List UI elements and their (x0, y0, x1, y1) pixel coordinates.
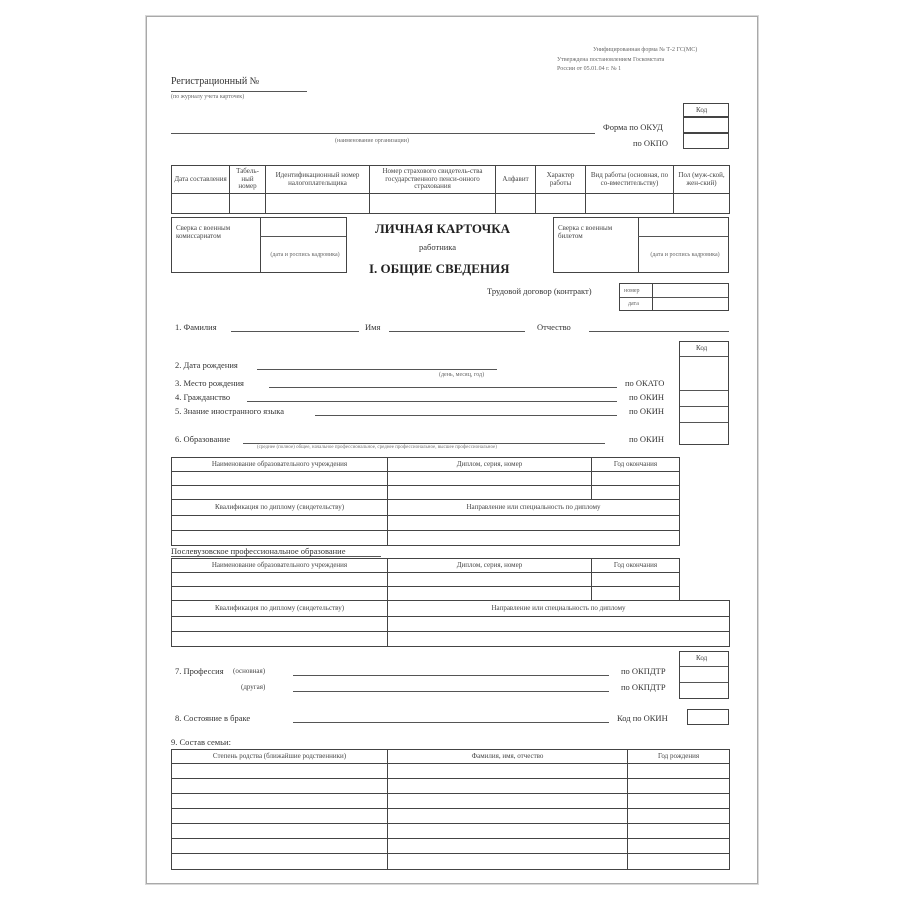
family-cell[interactable] (388, 764, 628, 779)
patronymic-input[interactable] (589, 331, 729, 332)
education-sub: (среднее (полное) общее, начальное профессиональное, среднее профессиональное, высшее профессиональное) (257, 445, 497, 450)
form-note-line-1: Унифицированная форма № Т-2 ГС(МС) (593, 47, 698, 53)
family-cell[interactable] (172, 824, 388, 839)
post-edu-cell[interactable] (388, 587, 592, 601)
family-cell[interactable] (388, 794, 628, 809)
edu-header-qualification: Квалификация по диплому (свидетельству) (172, 500, 388, 516)
marital-code-label: Код по ОКИН (617, 713, 668, 723)
family-cell[interactable] (628, 854, 730, 870)
top-table-header-tabel: Табель-ный номер (230, 166, 266, 194)
okud-label: Форма по ОКУД (603, 122, 663, 132)
family-cell[interactable] (388, 854, 628, 870)
family-cell[interactable] (172, 809, 388, 824)
surname-input[interactable] (231, 331, 359, 332)
patronymic-label: Отчество (537, 322, 571, 332)
profession-label: 7. Профессия (175, 666, 224, 676)
marital-code-box[interactable] (687, 709, 729, 725)
codes-line-2 (680, 390, 728, 391)
edu-cell[interactable] (172, 516, 388, 531)
education-code-label: по ОКИН (629, 434, 665, 444)
family-cell[interactable] (388, 779, 628, 794)
edu-cell[interactable] (172, 531, 388, 546)
family-cell[interactable] (388, 824, 628, 839)
family-cell[interactable] (628, 764, 730, 779)
family-cell[interactable] (388, 839, 628, 854)
sverka-military-commissariat-box (171, 217, 347, 273)
section-title-general: I. ОБЩИЕ СВЕДЕНИЯ (369, 261, 510, 276)
surname-label: 1. Фамилия (175, 322, 217, 332)
post-edu-cell[interactable] (172, 632, 388, 647)
top-table-header-alphabet: Алфавит (496, 166, 536, 194)
edu-cell[interactable] (592, 472, 680, 486)
family-cell[interactable] (172, 764, 388, 779)
codes-line-1 (680, 356, 728, 357)
birth-date-sub: (день, месяц, год) (439, 372, 485, 378)
family-cell[interactable] (628, 794, 730, 809)
okpdtr-other-label: по ОКПДТР (621, 682, 666, 692)
family-header-name: Фамилия, имя, отчество (388, 750, 628, 764)
profession-main-label: (основная) (233, 667, 266, 675)
family-cell[interactable] (628, 824, 730, 839)
education-input[interactable] (243, 443, 605, 444)
profession-codes-line-2 (680, 682, 728, 683)
sverka-left-sub: (дата и роспись кадровика) (270, 252, 340, 258)
family-cell[interactable] (628, 839, 730, 854)
codes-line-3 (680, 406, 728, 407)
profession-codes-box (679, 651, 729, 699)
form-page (146, 16, 758, 884)
registration-number-sub: (по журналу учета карточек) (171, 94, 245, 100)
post-edu-label: Послевузовское профессиональное образование (171, 546, 346, 556)
general-codes-kod: Код (696, 344, 708, 352)
post-edu-header-institution: Наименование образовательного учреждения (172, 559, 388, 573)
post-edu-spacer (680, 559, 730, 601)
top-table-header-sex: Пол (муж-ской, жен-ский) (674, 166, 730, 194)
post-edu-underline (171, 556, 381, 557)
form-note-line-2: Утверждена постановлением Госкомстата (557, 57, 665, 63)
profession-codes-kod: Код (696, 654, 708, 662)
profession-main-input[interactable] (293, 675, 609, 676)
edu-header-institution: Наименование образовательного учреждения (172, 458, 388, 472)
family-table (171, 749, 730, 870)
profession-codes-line-1 (680, 666, 728, 667)
top-table-header-work-type: Вид работы (основная, по со-вместительству) (586, 166, 674, 194)
edu-cell[interactable] (172, 486, 388, 500)
first-name-label: Имя (365, 322, 381, 332)
post-edu-header-year: Год окончания (592, 559, 680, 573)
edu-header-diploma: Диплом, серия, номер (388, 458, 592, 472)
post-edu-cell[interactable] (592, 587, 680, 601)
sverka-left-label: Сверка с военным комиссариатом (176, 224, 231, 241)
contract-box (619, 283, 729, 311)
post-edu-cell[interactable] (388, 573, 592, 587)
post-edu-cell[interactable] (388, 617, 730, 632)
okpo-code-box[interactable] (683, 133, 729, 149)
profession-other-label: (другая) (241, 683, 266, 691)
okpdtr-main-label: по ОКПДТР (621, 666, 666, 676)
top-table-header-work-nature: Характер работы (536, 166, 586, 194)
birth-place-label: 3. Место рождения (175, 378, 244, 388)
post-education-table (171, 558, 730, 647)
top-table-header-snils: Номер страхового свидетель-ства государственного пенси-онного страхования (370, 166, 496, 194)
citizenship-code-label: по ОКИН (629, 392, 665, 402)
marital-status-input[interactable] (293, 722, 609, 723)
post-edu-cell[interactable] (172, 587, 388, 601)
general-codes-box (679, 341, 729, 445)
post-edu-cell[interactable] (172, 573, 388, 587)
top-table-header-inn: Идентификационный номер налогоплательщика (266, 166, 370, 194)
post-edu-cell[interactable] (388, 632, 730, 647)
citizenship-label: 4. Гражданство (175, 392, 231, 402)
okato-label: по ОКАТО (625, 378, 665, 388)
organization-sub: (наименование организации) (335, 138, 409, 144)
post-edu-cell[interactable] (172, 617, 388, 632)
registration-number-line (171, 91, 307, 92)
family-header-relation: Степень родства (ближайшие родственники) (172, 750, 388, 764)
edu-cell[interactable] (388, 531, 680, 546)
family-cell[interactable] (172, 839, 388, 854)
top-table-cell[interactable] (674, 194, 730, 214)
sverka-right-row-line (638, 236, 728, 237)
top-table-cell[interactable] (370, 194, 496, 214)
family-cell[interactable] (628, 809, 730, 824)
card-title: ЛИЧНАЯ КАРТОЧКА (375, 221, 511, 236)
contract-date-label: дата (628, 301, 639, 307)
education-label: 6. Образование (175, 434, 231, 444)
contract-number-label: номер (624, 288, 640, 294)
edu-header-specialty: Направление или специальность по диплому (388, 500, 680, 516)
edu-cell[interactable] (172, 472, 388, 486)
registration-number-label: Регистрационный № (171, 76, 260, 87)
sverka-left-divider (260, 218, 261, 272)
kod-header-box (683, 103, 729, 117)
sverka-right-divider (638, 218, 639, 272)
birth-date-input[interactable] (257, 369, 497, 370)
edu-cell[interactable] (388, 486, 592, 500)
okud-code-box[interactable] (683, 117, 729, 133)
education-table (171, 457, 680, 546)
family-cell[interactable] (172, 794, 388, 809)
top-table-cell[interactable] (266, 194, 370, 214)
first-name-input[interactable] (389, 331, 525, 332)
contract-box-row-line (620, 297, 728, 298)
foreign-language-input[interactable] (315, 415, 617, 416)
card-subtitle: работника (419, 242, 457, 252)
citizenship-input[interactable] (247, 401, 617, 402)
family-cell[interactable] (388, 809, 628, 824)
top-table-cell[interactable] (230, 194, 266, 214)
top-table-cell[interactable] (586, 194, 674, 214)
sverka-right-label: Сверка с военным билетом (558, 224, 613, 241)
family-cell[interactable] (172, 854, 388, 870)
sverka-right-sub: (дата и роспись кадровика) (650, 252, 720, 258)
sverka-left-row-line (260, 236, 346, 237)
top-table-cell[interactable] (496, 194, 536, 214)
top-table-cell[interactable] (172, 194, 230, 214)
foreign-language-label: 5. Знание иностранного языка (175, 406, 284, 416)
post-edu-header-diploma: Диплом, серия, номер (388, 559, 592, 573)
birth-date-label: 2. Дата рождения (175, 360, 238, 370)
organization-line[interactable] (171, 133, 595, 134)
top-table-cell[interactable] (536, 194, 586, 214)
contract-box-divider (652, 284, 653, 310)
edu-cell[interactable] (388, 472, 592, 486)
profession-other-input[interactable] (293, 691, 609, 692)
birth-place-input[interactable] (269, 387, 617, 388)
top-info-table (171, 165, 730, 214)
family-cell[interactable] (628, 779, 730, 794)
post-edu-cell[interactable] (592, 573, 680, 587)
kod-header-label: Код (696, 106, 708, 114)
marital-status-label: 8. Состояние в браке (175, 713, 251, 723)
family-cell[interactable] (172, 779, 388, 794)
okpo-label: по ОКПО (633, 138, 669, 148)
edu-header-year: Год окончания (592, 458, 680, 472)
post-edu-header-specialty: Направление или специальность по диплому (388, 601, 730, 617)
edu-cell[interactable] (388, 516, 680, 531)
codes-line-4 (680, 422, 728, 423)
contract-label: Трудовой договор (контракт) (487, 286, 592, 296)
family-header-year: Год рождения (628, 750, 730, 764)
edu-cell[interactable] (592, 486, 680, 500)
top-table-header-date: Дата составления (172, 166, 230, 194)
family-label: 9. Состав семьи: (171, 737, 231, 747)
post-edu-header-qualification: Квалификация по диплому (свидетельству) (172, 601, 388, 617)
form-note-line-3: России от 05.01.04 г. № 1 (557, 66, 622, 72)
foreign-language-code-label: по ОКИН (629, 406, 665, 416)
sverka-military-id-box (553, 217, 729, 273)
